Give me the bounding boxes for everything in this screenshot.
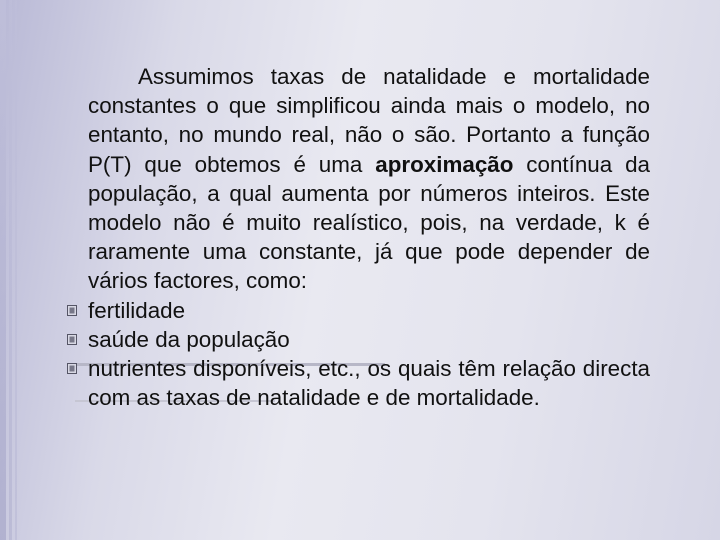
square-bullet-icon	[67, 363, 77, 374]
paragraph-bold-term: aproximação	[375, 151, 514, 177]
square-bullet-icon	[67, 305, 77, 316]
bullet-text: fertilidade	[88, 297, 186, 323]
paragraph-text-after: contínua da população, a qual aumenta por números inteiros. Este modelo não é muito realístico, pois, na verdade, k é raramente uma constante, já que pode depender de vários factores, como:	[88, 151, 651, 294]
bullet-text: nutrientes disponíveis, etc., os quais têm relação directa com as taxas de natalidade e de mortalidade.	[88, 356, 650, 411]
bullet-item	[88, 354, 650, 412]
decorative-left-stripe	[9, 0, 12, 540]
bullet-item	[88, 325, 650, 354]
slide-body	[88, 62, 650, 412]
square-bullet-icon	[67, 334, 77, 345]
intro-paragraph	[88, 62, 650, 296]
bullet-text: saúde da população	[88, 326, 290, 352]
paragraph-text-before: Assumimos taxas de natalidade e mortalidade constantes o que simplificou ainda mais o modelo, no entanto, no mundo real, não o são. Portanto a função P(T) que obtemos é uma	[88, 64, 650, 177]
bullet-list	[88, 296, 650, 413]
decorative-left-stripe	[15, 0, 17, 540]
decorative-left-stripe	[0, 0, 6, 540]
bullet-item	[88, 296, 650, 325]
